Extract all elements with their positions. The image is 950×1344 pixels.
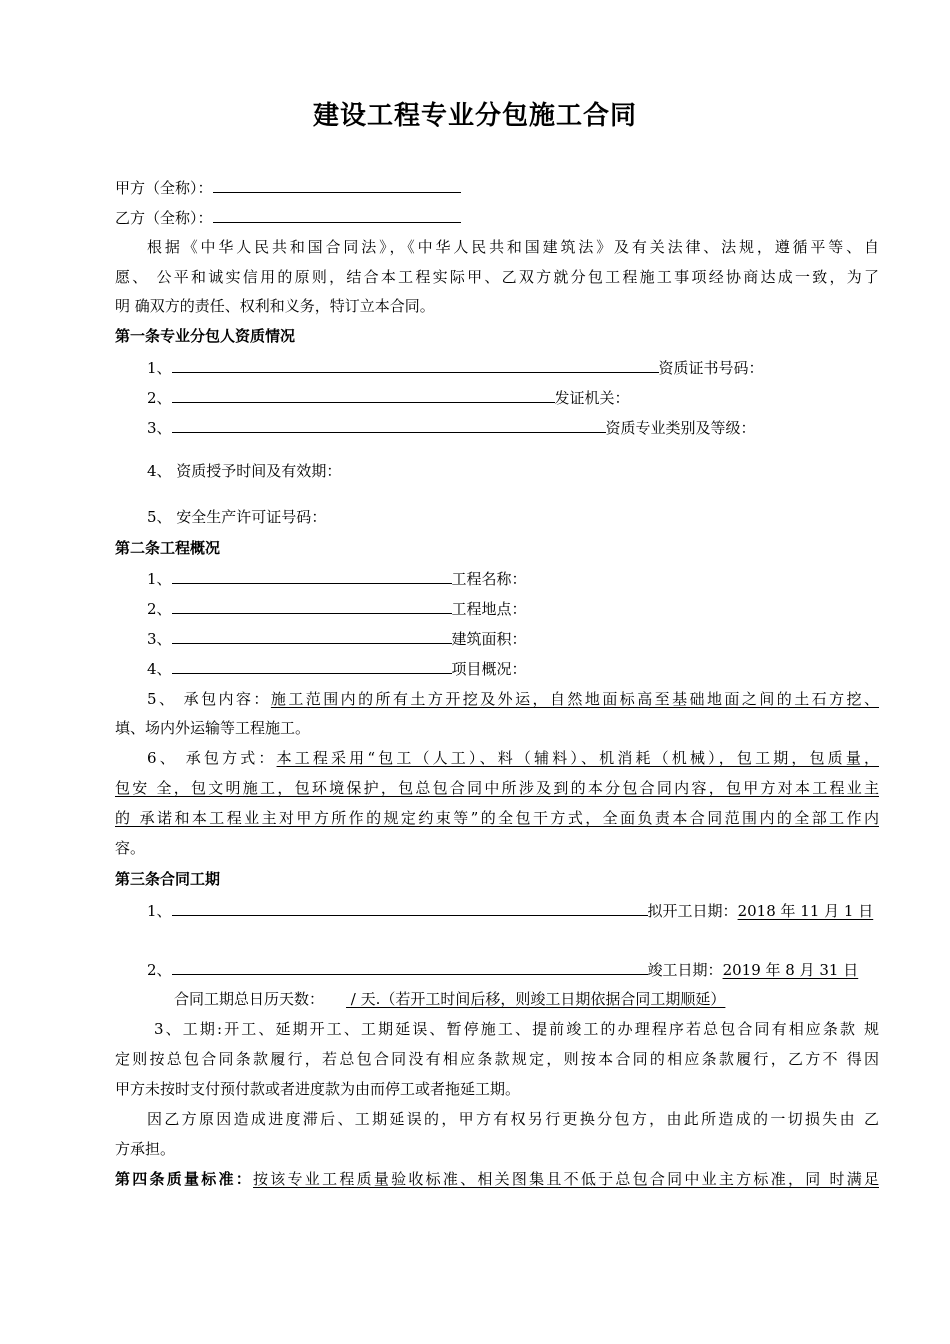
art2-item-2-label: 工程地点：	[451, 600, 527, 618]
art2-item-2	[147, 598, 527, 619]
article-4-heading: 第四条质量标准：	[115, 1170, 254, 1188]
scope-text-1: 施工范围内的所有土方开挖及外运，自然地面标高至基础地面之间的土石方挖、	[270, 690, 879, 708]
art1-item-2-label: 发证机关：	[554, 389, 630, 407]
project-name-blank[interactable]	[172, 568, 452, 584]
art2-item-3	[147, 628, 527, 649]
art1-item-2-num: 2、	[147, 389, 172, 407]
quality-standard-text: 按该专业工程质量验收标准、相关图集且不低于总包合同中业主方标准，同 时满足	[253, 1170, 879, 1188]
art2-item-5-label: 5、 承包内容：	[147, 690, 271, 708]
art3-item-3-line-1: 3、工期:开工、延期开工、工期延误、暂停施工、提前竣工的办理程序若总包合同有相应条款 规	[154, 1020, 879, 1038]
party-a-line	[115, 177, 461, 198]
art1-item-1	[147, 357, 764, 378]
art2-item-6-line-3: 的 承诺和本工程业主对甲方所作的规定约束等”的全包干方式，全面负责本合同范围内的全部工作内	[115, 809, 879, 827]
project-location-blank[interactable]	[172, 598, 452, 614]
art1-item-3-num: 3、	[147, 419, 172, 437]
art2-item-4-num: 4、	[147, 660, 172, 678]
art1-item-3-label: 资质专业类别及等级：	[605, 419, 756, 437]
party-b-blank[interactable]	[213, 207, 461, 223]
art2-item-1	[147, 568, 527, 589]
art3-item-2	[147, 959, 858, 980]
finish-date-label: 竣工日期：	[647, 961, 723, 979]
art1-item-1-num: 1、	[147, 359, 172, 377]
issuing-authority-blank[interactable]	[172, 387, 555, 403]
art2-item-5-line-1	[147, 689, 879, 709]
art3-para-line-1: 因乙方原因造成进度滞后、工期延误的，甲方有权另行更换分包方，由此所造成的一切损失由 乙	[147, 1110, 879, 1128]
article-3-heading: 第三条合同工期	[115, 870, 221, 888]
cert-number-blank[interactable]	[172, 357, 659, 373]
party-a-blank[interactable]	[213, 177, 461, 193]
art1-item-4: 4、 资质授予时间及有效期：	[147, 462, 342, 480]
intro-line-2: 愿、 公平和诚实信用的原则，结合本工程实际甲、乙双方就分包工程施工事项经协商达成一致，为了	[115, 268, 879, 286]
art2-item-1-num: 1、	[147, 570, 172, 588]
start-date-label: 拟开工日期：	[647, 902, 738, 920]
art2-item-5-line-2: 填、场内外运输等工程施工。	[115, 719, 311, 737]
art2-item-6-line-4: 容。	[115, 839, 146, 857]
art2-item-4	[147, 658, 527, 679]
art2-item-1-label: 工程名称：	[451, 570, 527, 588]
finish-blank[interactable]	[172, 959, 648, 975]
art3-para-line-2: 方承担。	[115, 1140, 176, 1158]
intro-line-3: 明 确双方的责任、权利和义务，特订立本合同。	[115, 297, 435, 315]
art1-item-5: 5、 安全生产许可证号码：	[147, 508, 327, 526]
art2-item-6-label: 6、 承包方式：	[147, 749, 277, 767]
contract-mode-text-1: 本工程采用“包工（人工）、料（辅料）、机消耗（机械），包工期，包质量，	[276, 749, 879, 767]
art1-item-2	[147, 387, 630, 408]
project-overview-blank[interactable]	[172, 658, 452, 674]
building-area-blank[interactable]	[172, 628, 452, 644]
qualification-grade-blank[interactable]	[172, 417, 606, 433]
article-2-heading: 第二条工程概况	[115, 539, 221, 557]
start-date-value: 2018 年 11 月 1 日	[737, 902, 874, 920]
art2-item-6-line-1	[147, 748, 879, 768]
party-b-line	[115, 207, 461, 228]
article-1-heading: 第一条专业分包人资质情况	[115, 327, 296, 345]
art2-item-3-label: 建筑面积：	[451, 630, 527, 648]
art1-item-3	[147, 417, 756, 438]
art3-item-3-line-3: 甲方未按时支付预付款或者进度款为由而停工或者拖延工期。	[115, 1080, 521, 1098]
party-a-label: 甲方（全称）：	[115, 179, 213, 197]
art2-item-3-num: 3、	[147, 630, 172, 648]
total-days-line	[174, 989, 725, 1009]
art3-item-1-num: 1、	[147, 902, 172, 920]
finish-date-value: 2019 年 8 月 31 日	[722, 961, 859, 979]
art3-item-1	[147, 900, 873, 921]
art3-item-3-line-2: 定则按总包合同条款履行，若总包合同没有相应条款规定，则按本合同的相应条款履行，乙方不 得因	[115, 1050, 879, 1068]
art2-item-2-num: 2、	[147, 600, 172, 618]
total-days-label: 合同工期总日历天数：	[174, 990, 325, 1008]
art1-item-1-label: 资质证书号码：	[658, 359, 764, 377]
art3-item-2-num: 2、	[147, 961, 172, 979]
art2-item-4-label: 项目概况：	[451, 660, 527, 678]
art2-item-6-line-2: 包安 全，包文明施工，包环境保护，包总包合同中所涉及到的本分包合同内容，包甲方对本工程业主	[115, 779, 879, 797]
contract-title: 建设工程专业分包施工合同	[312, 101, 637, 131]
start-blank[interactable]	[172, 900, 648, 916]
party-b-label: 乙方（全称）：	[115, 209, 213, 227]
article-4-line	[115, 1169, 879, 1189]
total-days-value: / 天.（若开工时间后移，则竣工日期依据合同工期顺延）	[346, 990, 726, 1008]
intro-line-1: 根据《中华人民共和国合同法》，《中华人民共和国建筑法》及有关法律、法规，遵循平等、自	[147, 238, 879, 256]
